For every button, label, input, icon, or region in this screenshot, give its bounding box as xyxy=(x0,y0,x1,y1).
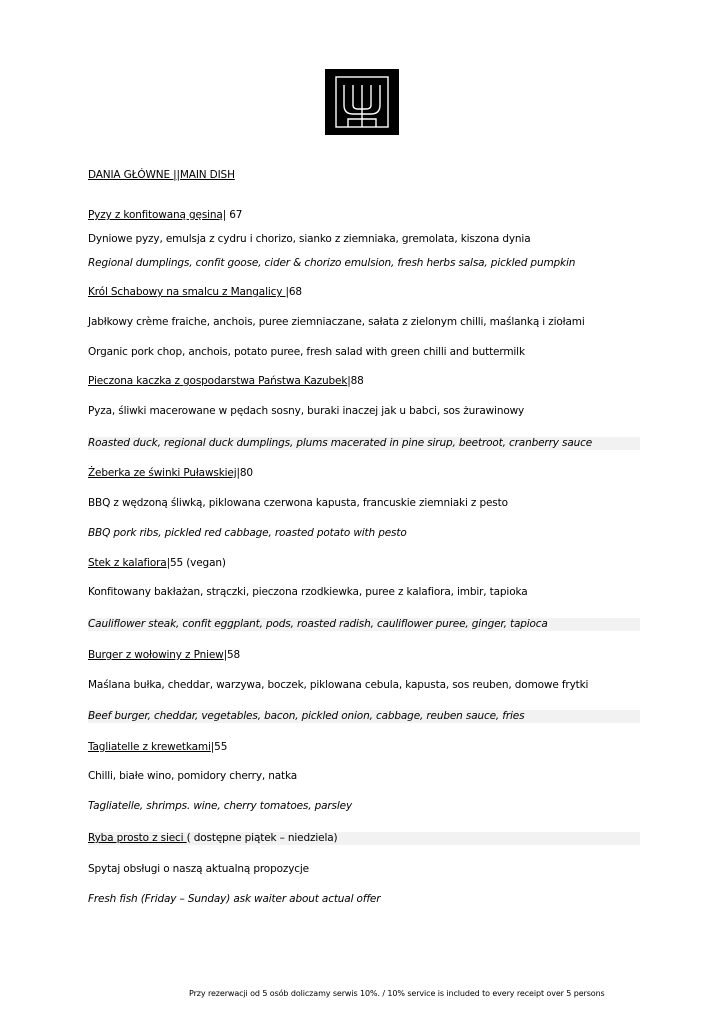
dish-description-pl: Konfitowany bakłażan, strączki, pieczona rzodkiewka, puree z kalafiora, imbir, tapioka xyxy=(88,586,528,598)
dish-description-en: BBQ pork ribs, pickled red cabbage, roasted potato with pesto xyxy=(88,527,407,539)
dish-description-pl: Maślana bułka, cheddar, warzywa, boczek, piklowana cebula, kapusta, sos reuben, domowe frytki xyxy=(88,679,589,691)
service-charge-note: Przy rezerwacji od 5 osób doliczamy serwis 10%. / 10% service is included to every receipt over 5 persons xyxy=(189,989,605,998)
dish-price: 67 xyxy=(226,209,243,221)
dish-description-en: Tagliatelle, shrimps. wine, cherry tomatoes, parsley xyxy=(88,800,353,812)
dish-description-pl: BBQ z wędzoną śliwką, piklowana czerwona kapusta, francuskie ziemniaki z pesto xyxy=(88,497,508,509)
dish-description-en: Organic pork chop, anchois, potato puree, fresh salad with green chilli and buttermilk xyxy=(88,346,525,358)
restaurant-logo xyxy=(325,69,399,135)
dish-description-en: Roasted duck, regional duck dumplings, plums macerated in pine sirup, beetroot, cranberry sauce xyxy=(88,437,640,450)
dish-price: |68 xyxy=(285,286,302,298)
dish-name: Pyzy z konfitowaną gęsiną| xyxy=(88,209,227,221)
dish-name: Ryba prosto z sieci xyxy=(88,832,187,844)
dish-description-en: Regional dumplings, confit goose, cider & chorizo emulsion, fresh herbs salsa, pickled pumpkin xyxy=(88,257,576,269)
dish-name: Pieczona kaczka z gospodarstwa Państwa Kazubek xyxy=(88,375,348,387)
dish-description-pl: Dyniowe pyzy, emulsja z cydru i chorizo, sianko z ziemniaka, gremolata, kiszona dynia xyxy=(88,233,531,245)
dish-title xyxy=(88,286,640,299)
dish-title xyxy=(88,832,640,845)
dish-price: |58 xyxy=(223,649,241,661)
dish-name: Król Schabowy na smalcu z Mangalicy xyxy=(88,286,286,298)
dish-title xyxy=(88,649,640,662)
dish-name: Stek z kalafiora xyxy=(88,557,167,569)
dish-description-pl: Pyza, śliwki macerowane w pędach sosny, buraki inaczej jak u babci, sos żurawinowy xyxy=(88,405,525,417)
dish-price: |80 xyxy=(236,467,253,479)
dish-title xyxy=(88,741,640,754)
dish-price: |55 xyxy=(210,741,228,753)
dish-price: ( dostępne piątek – niedziela) xyxy=(186,832,338,844)
dish-description-en: Fresh fish (Friday – Sunday) ask waiter about actual offer xyxy=(88,893,381,905)
dish-name: Żeberka ze świnki Puławskiej xyxy=(88,467,237,479)
dish-description-pl: Chilli, białe wino, pomidory cherry, natka xyxy=(88,770,298,782)
dish-description-pl: Jabłkowy crème fraiche, anchois, puree ziemniaczane, sałata z zielonym chilli, maślanką i ziołami xyxy=(88,316,585,328)
dish-price: |55 (vegan) xyxy=(166,557,226,569)
dish-title xyxy=(88,209,640,222)
dish-name: Tagliatelle z krewetkami xyxy=(88,741,211,753)
dish-description-en: Cauliflower steak, confit eggplant, pods, roasted radish, cauliflower puree, ginger, tapioca xyxy=(88,618,640,631)
dish-title xyxy=(88,557,640,570)
dish-price: |88 xyxy=(347,375,364,387)
dish-description-pl: Spytaj obsługi o naszą aktualną propozycje xyxy=(88,863,309,875)
dish-title xyxy=(88,467,640,480)
dish-name: Burger z wołowiny z Pniew xyxy=(88,649,224,661)
section-heading: DANIA GŁÓWNE ||MAIN DISH xyxy=(88,169,235,181)
dish-title xyxy=(88,375,640,388)
dish-description-en: Beef burger, cheddar, vegetables, bacon, pickled onion, cabbage, reuben sauce, fries xyxy=(88,710,640,723)
